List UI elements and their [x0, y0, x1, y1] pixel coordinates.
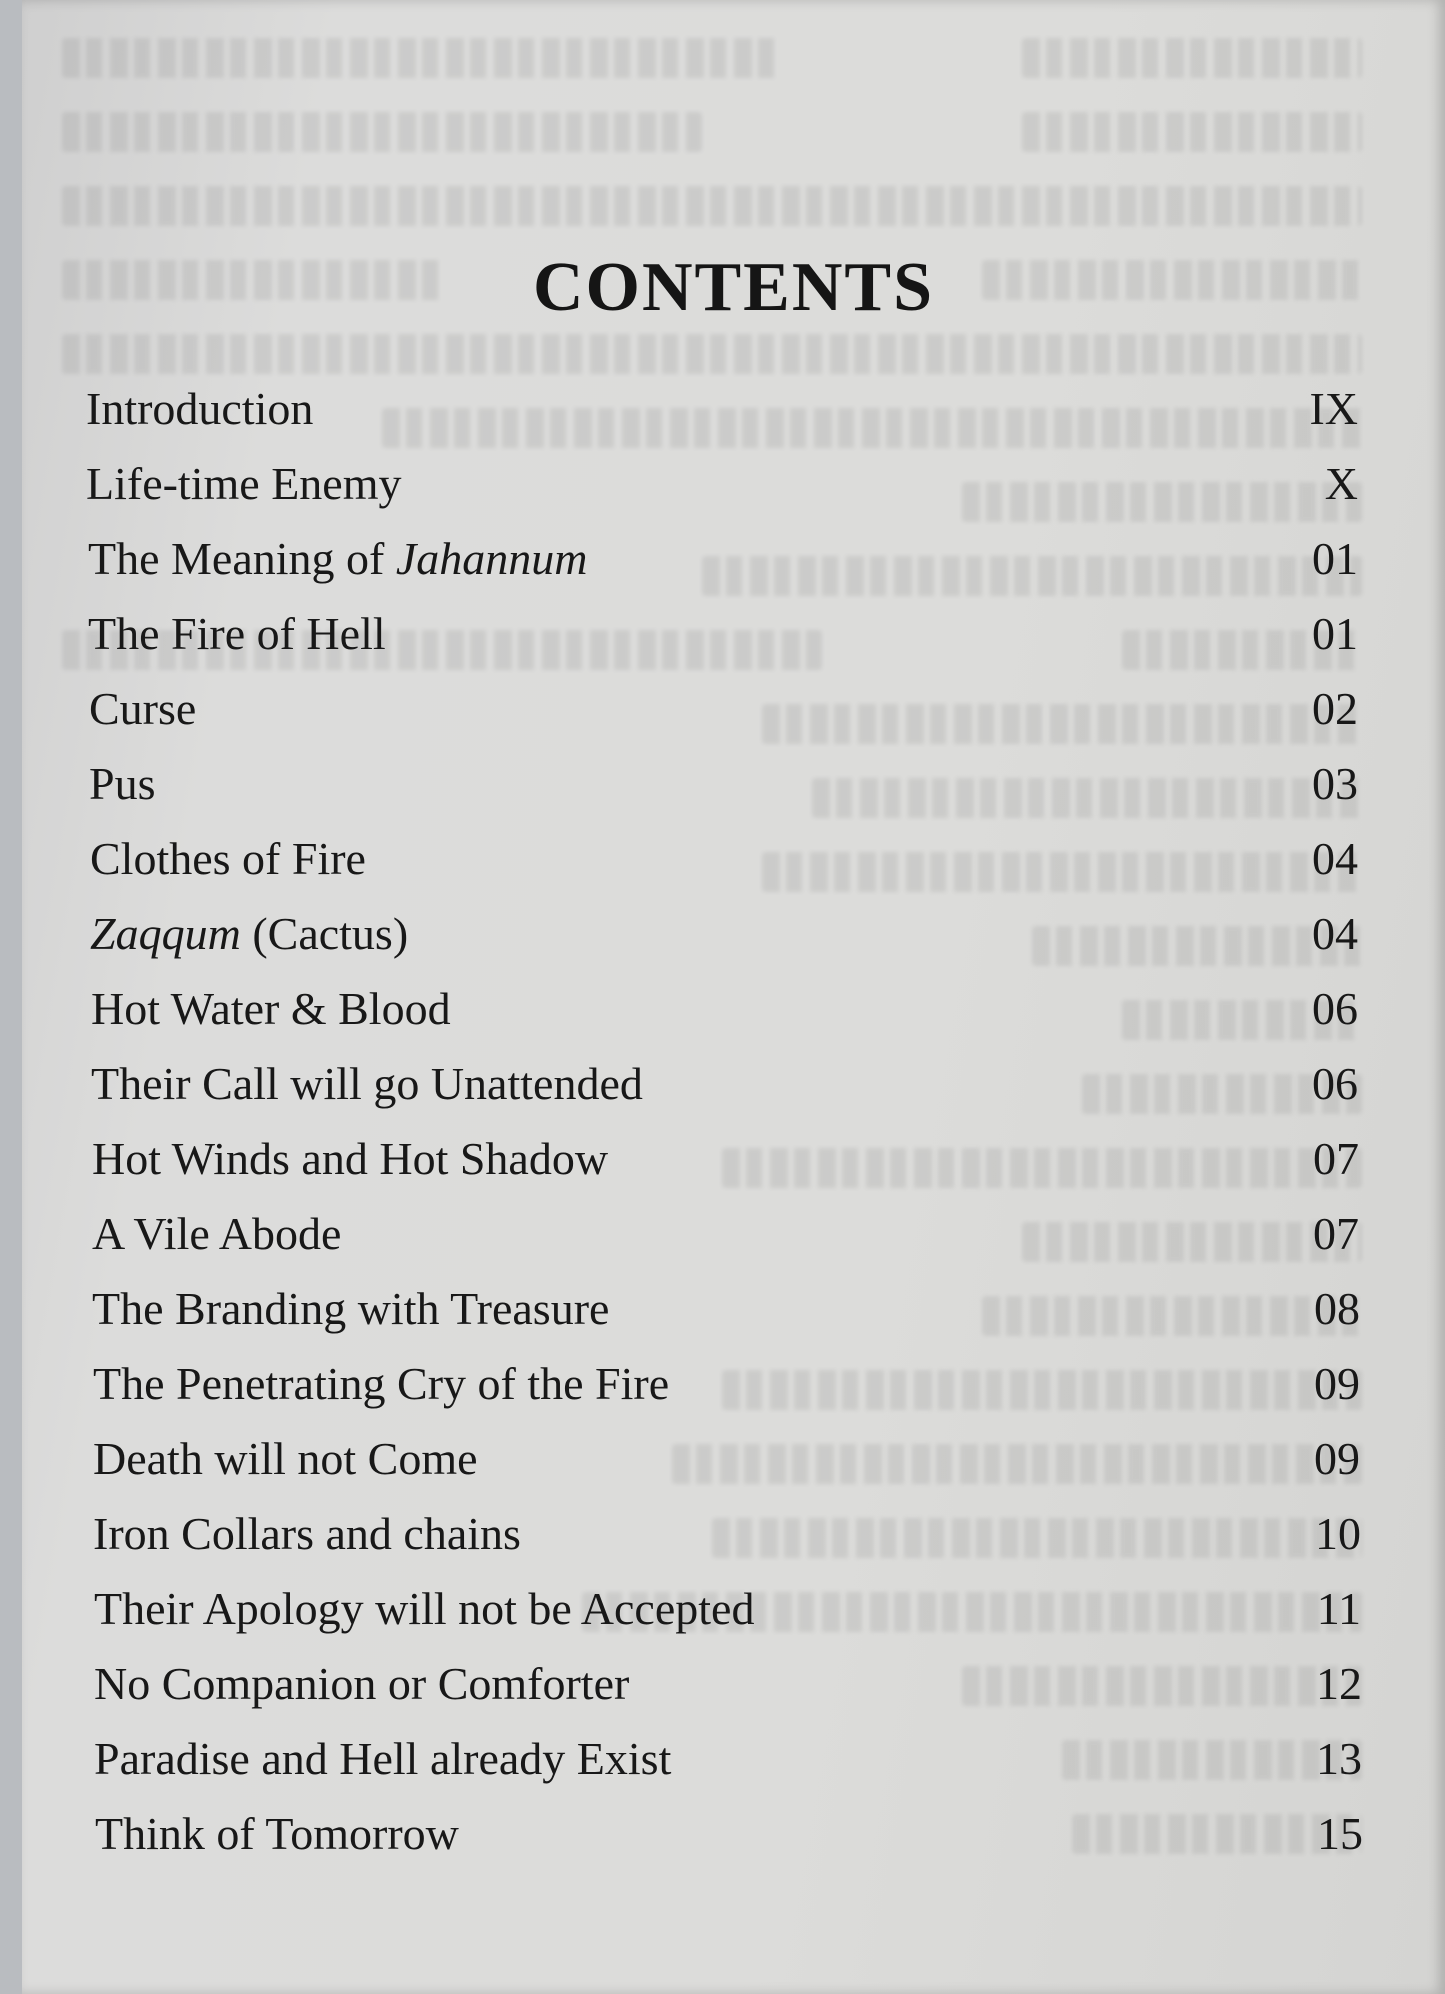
toc-entry-death-will-not-come[interactable]: [93, 1429, 1360, 1489]
toc-entry-page-number: 03: [1312, 758, 1358, 809]
toc-entry-page-number: IX: [1309, 383, 1358, 434]
toc-entry-page-number: 07: [1313, 1208, 1359, 1259]
toc-entry-page-number: 01: [1312, 533, 1358, 584]
toc-entry-zaqqum[interactable]: [90, 904, 1358, 964]
toc-entry-fire-of-hell[interactable]: [88, 604, 1358, 664]
toc-entry-page-number: 12: [1316, 1658, 1362, 1709]
toc-entry-their-call[interactable]: [91, 1054, 1358, 1114]
toc-entry-label: Introduction: [86, 383, 314, 434]
toc-entry-page-number: 11: [1316, 1583, 1361, 1634]
toc-entry-label-prefix: The Meaning of: [88, 533, 396, 584]
toc-entry-label: Their Call will go Unattended: [91, 1058, 643, 1109]
toc-entry-page-number: 09: [1314, 1358, 1360, 1409]
toc-entry-label: Curse: [89, 683, 197, 734]
toc-entry-penetrating-cry[interactable]: [93, 1354, 1360, 1414]
toc-entry-label: Paradise and Hell already Exist: [94, 1733, 672, 1784]
toc-entry-iron-collars[interactable]: [93, 1504, 1361, 1564]
toc-entry-page-number: X: [1324, 458, 1358, 509]
toc-entry-label: Death will not Come: [93, 1433, 478, 1484]
toc-entry-page-number: 04: [1312, 833, 1358, 884]
toc-entry-hot-winds[interactable]: [92, 1129, 1359, 1189]
toc-entry-page-number: 01: [1312, 608, 1358, 659]
toc-entry-introduction[interactable]: [86, 379, 1358, 439]
toc-entry-label: [90, 904, 408, 964]
toc-entry-page-number: 06: [1312, 1058, 1358, 1109]
toc-entry-label-italic: Jahannum: [395, 533, 588, 584]
toc-entry-vile-abode[interactable]: [92, 1204, 1359, 1264]
toc-entry-label: No Companion or Comforter: [94, 1658, 630, 1709]
toc-entry-label-suffix: (Cactus): [240, 908, 409, 959]
toc-entry-paradise-and-hell[interactable]: [94, 1729, 1362, 1789]
toc-entry-clothes-of-fire[interactable]: [90, 829, 1358, 889]
toc-entry-label: Life-time Enemy: [86, 458, 402, 509]
toc-entry-label-italic: Zaqqum: [90, 908, 241, 959]
toc-entry-think-of-tomorrow[interactable]: [95, 1804, 1363, 1864]
toc-entry-no-companion[interactable]: [94, 1654, 1362, 1714]
toc-entry-page-number: 08: [1314, 1283, 1360, 1334]
toc-entry-label: Hot Winds and Hot Shadow: [92, 1133, 609, 1184]
toc-entry-page-number: 10: [1315, 1508, 1361, 1559]
toc-entry-label: Their Apology will not be Accepted: [94, 1583, 755, 1634]
toc-entry-hot-water-blood[interactable]: [91, 979, 1358, 1039]
toc-entry-life-time-enemy[interactable]: [86, 454, 1358, 514]
toc-entry-label: The Branding with Treasure: [92, 1283, 610, 1334]
toc-entry-curse[interactable]: [89, 679, 1358, 739]
contents-title: CONTENTS: [532, 249, 935, 326]
toc-entry-label: Pus: [89, 758, 156, 809]
toc-entry-meaning-of-jahannum[interactable]: [88, 529, 1358, 589]
toc-entry-label: The Penetrating Cry of the Fire: [93, 1358, 670, 1409]
toc-entry-label: The Fire of Hell: [88, 608, 386, 659]
book-page: [22, 0, 1445, 1994]
toc-entry-label: Clothes of Fire: [90, 833, 366, 884]
toc-entry-page-number: 04: [1312, 908, 1358, 959]
toc-entry-page-number: 07: [1313, 1133, 1359, 1184]
toc-entry-their-apology[interactable]: [94, 1579, 1361, 1639]
toc-entry-page-number: 09: [1314, 1433, 1360, 1484]
toc-entry-page-number: 06: [1312, 983, 1358, 1034]
toc-entry-branding-with-treasure[interactable]: [92, 1279, 1360, 1339]
toc-entry-label: Think of Tomorrow: [95, 1808, 459, 1859]
toc-entry-page-number: 02: [1312, 683, 1358, 734]
toc-entry-label: Iron Collars and chains: [93, 1508, 521, 1559]
toc-entry-label: Hot Water & Blood: [91, 983, 451, 1034]
toc-entry-page-number: 13: [1316, 1733, 1362, 1784]
toc-entry-label: [88, 529, 588, 589]
toc-entry-label: A Vile Abode: [92, 1208, 342, 1259]
toc-entry-pus[interactable]: [89, 754, 1358, 814]
toc-entry-page-number: 15: [1317, 1808, 1363, 1859]
